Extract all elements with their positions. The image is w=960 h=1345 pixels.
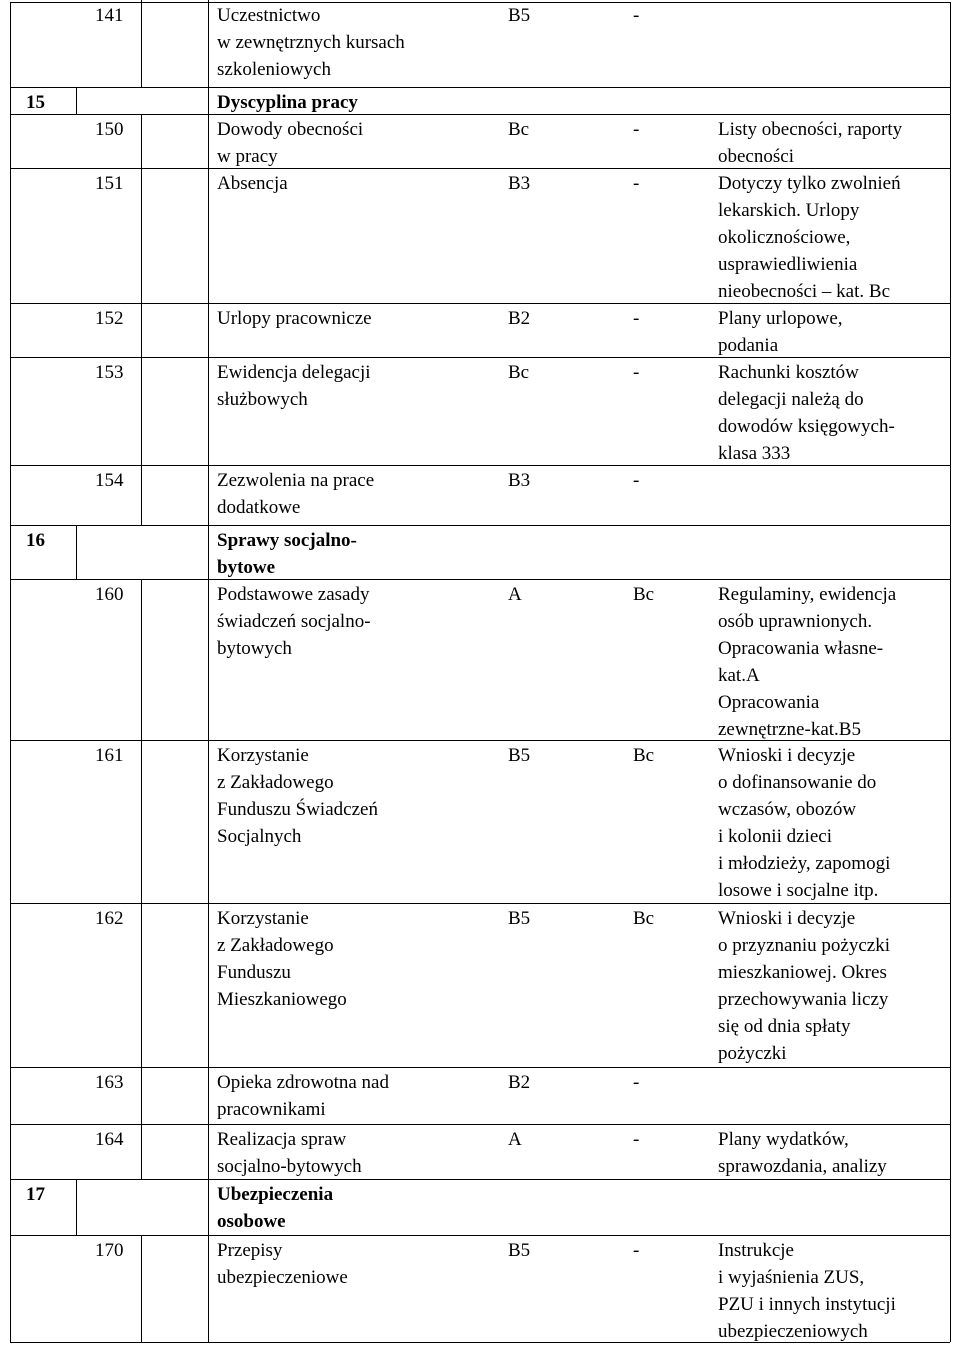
category-primary: Bc: [508, 362, 530, 383]
category-secondary: -: [633, 1129, 640, 1150]
record-code: 154: [95, 470, 124, 491]
group-code: 17: [26, 1184, 45, 1205]
column-divider: [141, 303, 142, 357]
column-divider: [141, 114, 142, 168]
column-divider: [208, 87, 209, 114]
column-divider: [208, 1067, 209, 1124]
record-notes: Wnioski i decyzje o dofinansowanie do wczasów, obozów i kolonii dzieci i młodzieży, zapomogi losowe i socjalne itp.: [718, 745, 891, 901]
row-separator: [10, 525, 950, 526]
column-divider: [76, 525, 77, 579]
record-title: Urlopy pracownicze: [217, 308, 372, 329]
column-divider: [208, 903, 209, 1067]
category-primary: B2: [508, 308, 531, 329]
record-code: 151: [95, 173, 124, 194]
record-title: Ewidencja delegacji służbowych: [217, 362, 371, 410]
column-divider: [141, 579, 142, 740]
record-title: Przepisy ubezpieczeniowe: [217, 1240, 348, 1288]
record-title: Zezwolenia na prace dodatkowe: [217, 470, 375, 518]
column-divider: [141, 903, 142, 1067]
column-divider: [208, 303, 209, 357]
column-divider: [208, 525, 209, 579]
record-title: Opieka zdrowotna nad pracownikami: [217, 1072, 389, 1120]
column-divider: [76, 87, 77, 114]
row-separator: [10, 357, 950, 358]
category-secondary: -: [633, 173, 640, 194]
category-secondary: -: [633, 308, 640, 329]
group-title: Dyscyplina pracy: [217, 92, 358, 113]
category-primary: A: [508, 1129, 522, 1150]
record-title: Podstawowe zasady świadczeń socjalno- bytowych: [217, 584, 371, 659]
category-secondary: -: [633, 5, 640, 26]
row-separator: [10, 1124, 950, 1125]
row-separator: [10, 903, 950, 904]
table-border-left: [10, 2, 11, 1342]
column-divider: [208, 1179, 209, 1235]
row-separator: [10, 1067, 950, 1068]
record-code: 170: [95, 1240, 124, 1261]
record-notes: Listy obecności, raporty obecności: [718, 119, 903, 167]
record-code: 164: [95, 1129, 124, 1150]
record-title: Korzystanie z Zakładowego Funduszu Świadczeń Socjalnych: [217, 745, 378, 847]
column-divider: [208, 579, 209, 740]
record-code: 152: [95, 308, 124, 329]
category-secondary: Bc: [633, 584, 655, 605]
record-code: 160: [95, 584, 124, 605]
column-divider: [208, 168, 209, 303]
record-title: Uczestnictwo w zewnętrznych kursach szkoleniowych: [217, 5, 405, 80]
column-divider: [141, 1067, 142, 1124]
row-separator: [10, 87, 950, 88]
row-separator: [10, 1235, 950, 1236]
group-code: 15: [26, 92, 45, 113]
record-notes: Regulaminy, ewidencja osób uprawnionych. Opracowania własne- kat.A Opracowania zewnętrzne-kat.B5: [718, 584, 897, 740]
record-code: 161: [95, 745, 124, 766]
row-separator: [10, 168, 950, 169]
column-divider: [141, 1124, 142, 1179]
column-divider: [141, 357, 142, 465]
row-separator: [10, 114, 950, 115]
category-primary: B3: [508, 173, 531, 194]
record-notes: Plany urlopowe, podania: [718, 308, 843, 356]
group-title: Sprawy socjalno- bytowe: [217, 530, 357, 578]
category-secondary: -: [633, 1072, 640, 1093]
column-divider: [141, 0, 142, 87]
category-secondary: Bc: [633, 908, 655, 929]
group-code: 16: [26, 530, 45, 551]
row-separator: [10, 579, 950, 580]
record-code: 153: [95, 362, 124, 383]
record-title: Dowody obecności w pracy: [217, 119, 364, 167]
column-divider: [208, 1235, 209, 1342]
row-separator: [10, 465, 950, 466]
record-code: 150: [95, 119, 124, 140]
category-primary: Bc: [508, 119, 530, 140]
record-code: 141: [95, 5, 124, 26]
row-separator: [10, 1179, 950, 1180]
record-notes: Dotyczy tylko zwolnień lekarskich. Urlopy okolicznościowe, usprawiedliwienia nieobecności – kat. Bc: [718, 173, 901, 302]
group-title: Ubezpieczenia osobowe: [217, 1184, 334, 1232]
category-primary: B5: [508, 1240, 531, 1261]
record-notes: Plany wydatków, sprawozdania, analizy: [718, 1129, 887, 1177]
record-notes: Instrukcje i wyjaśnienia ZUS, PZU i innych instytucji ubezpieczeniowych: [718, 1240, 896, 1342]
column-divider: [141, 168, 142, 303]
column-divider: [141, 740, 142, 903]
record-title: Realizacja spraw socjalno-bytowych: [217, 1129, 362, 1177]
category-secondary: -: [633, 470, 640, 491]
record-notes: Rachunki kosztów delegacji należą do dowodów księgowych- klasa 333: [718, 362, 895, 464]
category-primary: A: [508, 584, 522, 605]
category-primary: B5: [508, 908, 531, 929]
record-title: Absencja: [217, 173, 288, 194]
record-title: Korzystanie z Zakładowego Funduszu Mieszkaniowego: [217, 908, 347, 1010]
column-divider: [208, 357, 209, 465]
record-code: 163: [95, 1072, 124, 1093]
row-separator: [10, 740, 950, 741]
record-code: 162: [95, 908, 124, 929]
column-divider: [208, 465, 209, 525]
column-divider: [76, 1179, 77, 1235]
category-primary: B3: [508, 470, 531, 491]
category-secondary: -: [633, 1240, 640, 1261]
category-primary: B2: [508, 1072, 531, 1093]
table-border-right: [950, 2, 951, 1342]
column-divider: [208, 0, 209, 87]
category-primary: B5: [508, 745, 531, 766]
column-divider: [141, 465, 142, 525]
column-divider: [208, 114, 209, 168]
category-secondary: -: [633, 119, 640, 140]
column-divider: [208, 740, 209, 903]
category-primary: B5: [508, 5, 531, 26]
record-notes: Wnioski i decyzje o przyznaniu pożyczki mieszkaniowej. Okres przechowywania liczy się od dnia spłaty pożyczki: [718, 908, 890, 1064]
column-divider: [141, 1235, 142, 1342]
category-secondary: -: [633, 362, 640, 383]
category-secondary: Bc: [633, 745, 655, 766]
row-separator: [10, 303, 950, 304]
column-divider: [208, 1124, 209, 1179]
